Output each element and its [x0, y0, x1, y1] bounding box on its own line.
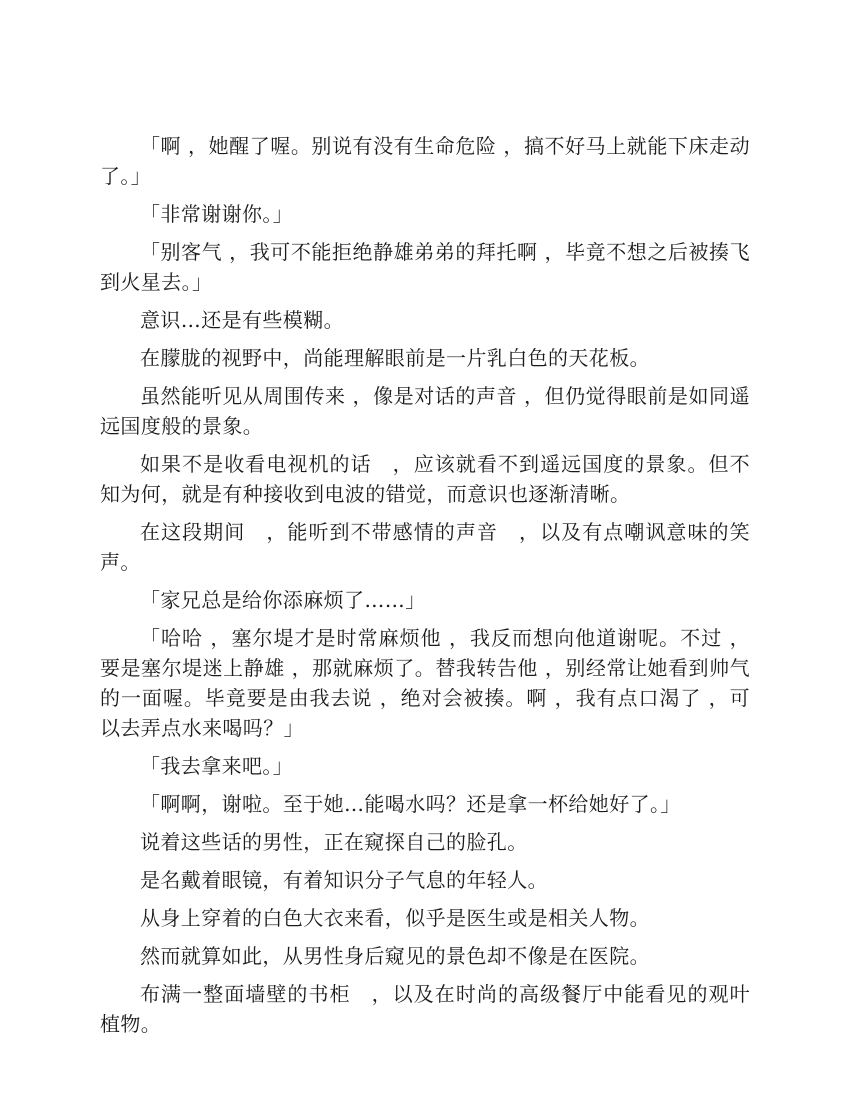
- paragraph: 「啊 ，她醒了喔。别说有没有生命危险 ，搞不好马上就能下床走动了。」: [100, 134, 750, 188]
- paragraph: 「哈哈 ，塞尔堤才是时常麻烦他 ，我反而想向他道谢呢。不过 ，要是塞尔堤迷上静雄 ，那就麻烦了。替我转告他 ，别经常让她看到帅气的一面喔。毕竟要是由我去说 ，绝对会被揍。啊 ，我有点口渴了 ，可以去弄点水来喝吗？」: [100, 626, 750, 740]
- paragraph: 是名戴着眼镜，有着知识分子气息的年轻人。: [140, 868, 548, 892]
- paragraph: 从身上穿着的白色大衣来看，似乎是医生或是相关人物。: [140, 906, 650, 930]
- document-page: [100, 131, 750, 1047]
- paragraph: 「非常谢谢你。」: [140, 202, 294, 226]
- paragraph: 「我去拿来吧。」: [140, 754, 294, 778]
- paragraph: 「家兄总是给你添麻烦了……」: [140, 588, 426, 612]
- paragraph: 在朦胧的视野中，尚能理解眼前是一片乳白色的天花板。: [140, 346, 650, 370]
- paragraph: 布满一整面墙壁的书柜 ，以及在时尚的高级餐厅中能看见的观叶植物。: [100, 982, 750, 1036]
- paragraph: 然而就算如此，从男性身后窥见的景色却不像是在医院。: [140, 944, 650, 968]
- paragraph: 在这段期间 ，能听到不带感情的声音 ，以及有点嘲讽意味的笑声。: [100, 520, 750, 574]
- paragraph: 「别客气 ，我可不能拒绝静雄弟弟的拜托啊 ，毕竟不想之后被揍飞到火星去。」: [100, 240, 750, 294]
- paragraph: 如果不是收看电视机的话 ，应该就看不到遥远国度的景象。但不知为何，就是有种接收到电波的错觉，而意识也逐渐清晰。: [100, 452, 750, 506]
- paragraph: 虽然能听见从周围传来 ，像是对话的声音 ，但仍觉得眼前是如同遥远国度般的景象。: [100, 384, 750, 438]
- paragraph: 「啊啊，谢啦。至于她…能喝水吗？还是拿一杯给她好了。」: [140, 792, 681, 816]
- paragraph: 说着这些话的男性，正在窥探自己的脸孔。: [140, 830, 528, 854]
- paragraph: 意识…还是有些模糊。: [140, 308, 344, 332]
